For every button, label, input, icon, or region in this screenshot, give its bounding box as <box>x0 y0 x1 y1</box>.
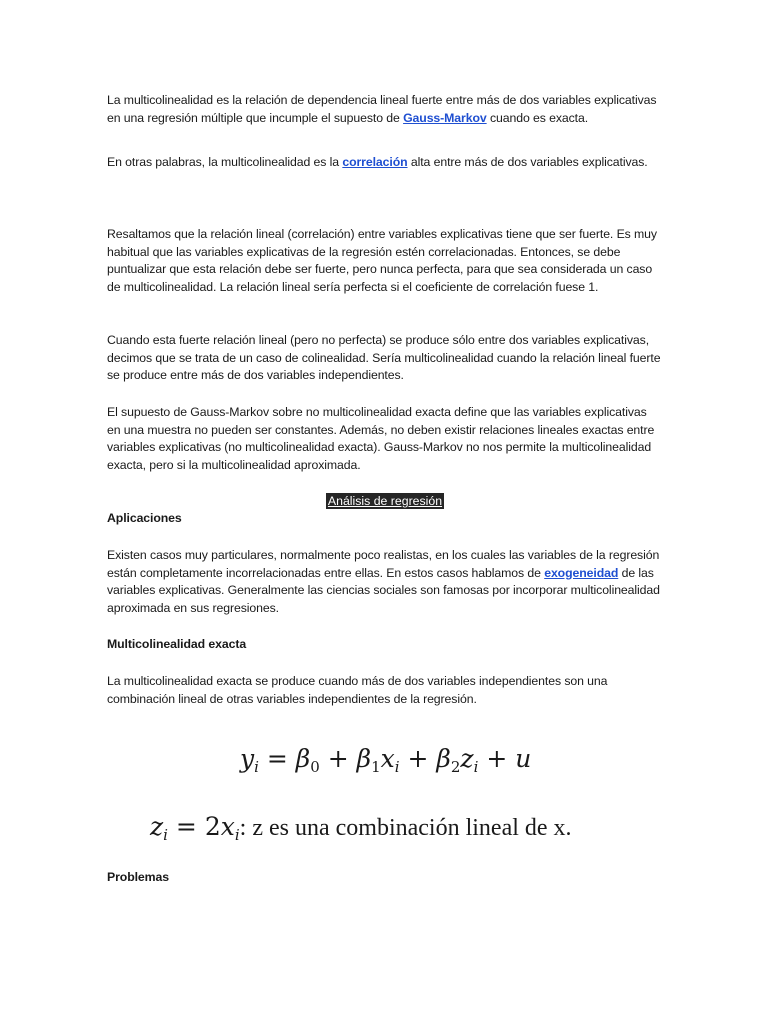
paragraph-otras-palabras <box>107 154 648 172</box>
paragraph-colinealidad: Cuando esta fuerte relación lineal (pero no perfecta) se produce sólo entre dos variables explicativas, decimos que se trata de un caso de colinealidad. Sería multicolinealidad cuando la relación lineal fuerte se produce entre más de dos variables independientes. <box>107 333 661 383</box>
paragraph-text: de las variables explicativas. Generalmente las ciencias sociales son famosas por incorporar multicolinealidad aproximada en sus regresiones. <box>107 565 660 615</box>
heading-multicolinealidad-exacta: Multicolinealidad exacta <box>107 637 247 651</box>
exogeneidad-link[interactable]: exogeneidad <box>544 565 619 580</box>
collinearity-equation: $z_i = 2x_i$: z es una combinación lineal de x. <box>150 812 572 844</box>
regression-analysis-title[interactable] <box>107 493 663 510</box>
paragraph-aplicaciones <box>107 547 663 617</box>
heading-aplicaciones: Aplicaciones <box>107 511 182 525</box>
title-text[interactable]: Análisis de regresión <box>327 494 443 508</box>
paragraph-text: Existen casos muy particulares, normalmente poco realistas, en los cuales las variables de la regresión están completamente incorrelacionadas entre ellas. En estos casos hablamos de <box>107 548 660 580</box>
paragraph-supuesto: El supuesto de Gauss-Markov sobre no multicolinealidad exacta define que las variables explicativas en una muestra no pueden ser constantes. Además, no deben existir relaciones lineales exactas entre variables explicativas (no multicolinealidad exacta). Gauss-Markov no nos permite la multicolinealidad exacta, pero si la multicolinealidad aproximada. <box>107 405 655 472</box>
gauss-markov-link[interactable]: Gauss-Markov <box>403 110 487 125</box>
correlacion-link[interactable]: correlación <box>342 155 408 169</box>
regression-equation: $y_i = \beta_0 + \beta_1x_i + \beta_2z_i + u$ <box>240 744 532 776</box>
paragraph-definition <box>107 92 663 127</box>
paragraph-text: La multicolinealidad es la relación de dependencia lineal fuerte entre más de dos variables explicativas en una regresión múltiple que incumple el supuesto de <box>107 93 657 125</box>
paragraph-text: En otras palabras, la multicolinealidad es la <box>107 155 343 169</box>
paragraph-text: alta entre más de dos variables explicativas. <box>407 155 648 169</box>
paragraph-resaltamos: Resaltamos que la relación lineal (correlación) entre variables explicativas tiene que ser fuerte. Es muy habitual que las variables explicativas de la regresión estén correlacionadas. Entonces, se debe puntualizar que esta relación debe ser fuerte, pero nunca perfecta, para que sea considerada un caso de multicolinealidad. La relación lineal sería perfecta si el coeficiente de correlación fuese 1. <box>107 227 657 294</box>
heading-problemas: Problemas <box>107 870 169 884</box>
paragraph-text: cuando es exacta. <box>486 110 589 125</box>
paragraph-exacta: La multicolinealidad exacta se produce cuando más de dos variables independientes son una combinación lineal de otras variables independientes de la regresión. <box>107 674 608 706</box>
equation-caption: : z es una combinación lineal de x. <box>239 815 572 841</box>
